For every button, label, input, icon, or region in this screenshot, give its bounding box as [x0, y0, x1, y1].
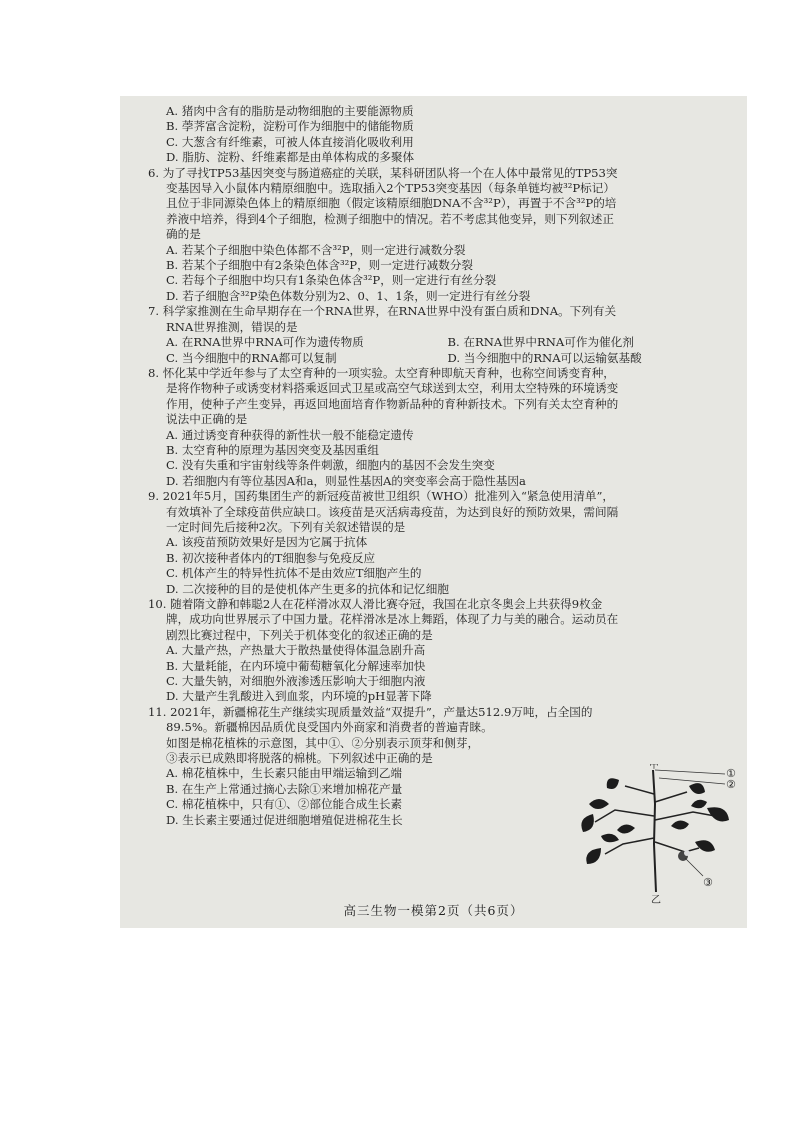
q9-option-b: B. 初次接种者体内的T细胞参与免疫反应 [166, 550, 376, 565]
q7-options-row [148, 351, 729, 366]
q9-stem-line: 9. 2021年5月，国药集团生产的新冠疫苗被世卫组织（WHO）批准列入“紧急使用清单”， [148, 489, 615, 504]
q11-stem-line: ③表示已成熟即将脱落的棉桃。下列叙述中正确的是 [166, 751, 433, 766]
q7-option-c: C. 当今细胞中的RNA都可以复制 [166, 350, 337, 365]
question-9 [148, 489, 729, 597]
q9-option-d: D. 二次接种的目的是使机体产生更多的抗体和记忆细胞 [166, 581, 449, 596]
q11-option-c: C. 棉花植株中，只有①、②部位能合成生长素 [166, 797, 403, 812]
q10-option-a: A. 大量产热，产热量大于散热量使得体温急剧升高 [166, 643, 426, 658]
q9-stem-line: 一定时间先后接种2次。下列有关叙述错误的是 [166, 519, 406, 534]
question-10 [148, 597, 729, 705]
q5-option-a: A. 猪肉中含有的脂肪是动物细胞的主要能源物质 [166, 104, 414, 118]
q5-option-d: D. 脂肪、淀粉、纤维素都是由单体构成的多聚体 [166, 150, 415, 165]
exam-page [120, 96, 747, 928]
q10-option-c: C. 大量失钠，对细胞外液渗透压影响大于细胞内液 [166, 674, 426, 689]
q6-stem-line: 养液中培养，得到4个子细胞，检测子细胞中的情况。若不考虑其他变异，则下列叙述正 [166, 211, 614, 226]
label-mark-1: ① [726, 767, 736, 780]
q6-stem-line: 且位于非同源染色体上的精原细胞（假定该精原细胞DNA不含³²P），再置于不含³²P的培 [166, 196, 617, 211]
q11-stem-line: 11. 2021年，新疆棉花生产继续实现质量效益“双提升”，产量达512.9万吨，占全国的 [148, 704, 593, 719]
q10-option-d: D. 大量产生乳酸进入到血浆，内环境的pH显著下降 [166, 689, 432, 704]
label-top: 甲 [649, 764, 659, 771]
q6-stem-line: 确的是 [166, 227, 201, 242]
q10-option-b: B. 大量耗能，在内环境中葡萄糖氧化分解速率加快 [166, 658, 426, 673]
q6-option-b: B. 若某个子细胞中有2条染色体含³²P，则一定进行减数分裂 [166, 258, 474, 273]
label-mark-3: ③ [703, 876, 713, 889]
q11-option-d: D. 生长素主要通过促进细胞增殖促进棉花生长 [166, 812, 403, 827]
q6-option-c: C. 若每个子细胞中均只有1条染色体含³²P，则一定进行有丝分裂 [166, 273, 497, 288]
q11-stem-line: 89.5%。新疆棉因品质优良受国内外商家和消费者的普遍青睐。 [166, 720, 493, 735]
q11-option-a: A. 棉花植株中，生长素只能由甲端运输到乙端 [166, 766, 403, 781]
page-footer: 高三生物一模第2页（共6页） [343, 902, 524, 918]
q10-stem-line: 剧烈比赛过程中，下列关于机体变化的叙述正确的是 [166, 627, 433, 642]
q7-stem-line: RNA世界推测，错误的是 [166, 319, 298, 334]
q10-stem-line: 牌，成功向世界展示了中国力量。花样滑冰是冰上舞蹈，体现了力与美的融合。运动员在 [166, 612, 619, 627]
q5-option-b: B. 荸荠富含淀粉，淀粉可作为细胞中的储能物质 [166, 119, 414, 134]
q8-stem-line: 作用，使种子产生变异，再返回地面培育作物新品种的育种新技术。下列有关太空育种的 [166, 396, 619, 411]
question-6 [148, 166, 729, 305]
q6-stem-line: 变基因导入小鼠体内精原细胞中。选取插入2个TP53突变基因（每条单链均被³²P标记） [166, 181, 615, 196]
q8-stem-line: 是将作物种子或诱变材料搭乘返回式卫星或高空气球送到太空，利用太空特殊的环境诱变 [166, 381, 619, 396]
q8-stem-line: 8. 怀化某中学近年参与了太空育种的一项实验。太空育种即航天育种，也称空间诱变育种， [148, 365, 615, 380]
q7-option-b: B. 在RNA世界中RNA可作为催化剂 [447, 335, 634, 350]
q8-stem-line: 说法中正确的是 [166, 412, 248, 427]
q9-option-a: A. 该疫苗预防效果好是因为它属于抗体 [166, 535, 368, 550]
label-bottom: 乙 [651, 895, 661, 904]
q8-option-c: C. 没有失重和宇宙射线等条件刺激，细胞内的基因不会发生突变 [166, 458, 495, 473]
question-5-options [148, 104, 729, 166]
q7-options-row [148, 335, 729, 350]
question-8 [148, 366, 729, 489]
q9-option-c: C. 机体产生的特异性抗体不是由效应T细胞产生的 [166, 566, 422, 581]
q5-option-c: C. 大葱含有纤维素，可被人体直接消化吸收利用 [166, 134, 414, 149]
q10-stem-line: 10. 随着隋文静和韩聪2人在花样滑冰双人滑比赛夺冠，我国在北京冬奥会上共获得9枚金 [148, 597, 603, 611]
q11-option-b: B. 在生产上常通过摘心去除①来增加棉花产量 [166, 781, 403, 796]
q6-stem-line: 6. 为了寻找TP53基因突变与肠道癌症的关联，某科研团队将一个在人体中最常见的TP53突 [148, 165, 618, 180]
q8-option-d: D. 若细胞内有等位基因A和a，则显性基因A的突变率会高于隐性基因a [166, 473, 526, 488]
question-7 [148, 304, 729, 366]
cotton-plant-illustration [575, 764, 745, 904]
q9-stem-line: 有效填补了全球疫苗供应缺口。该疫苗是灭活病毒疫苗，为达到良好的预防效果，需间隔 [166, 504, 619, 519]
q8-option-b: B. 太空育种的原理为基因突变及基因重组 [166, 442, 379, 457]
q7-option-d: D. 当今细胞中的RNA可以运输氨基酸 [447, 350, 642, 365]
q7-option-a: A. 在RNA世界中RNA可作为遗传物质 [166, 335, 364, 350]
q7-stem-line: 7. 科学家推测在生命早期存在一个RNA世界，在RNA世界中没有蛋白质和DNA。下列有关 [148, 304, 617, 319]
q6-option-d: D. 若子细胞含³²P染色体数分别为2、0、1、1条，则一定进行有丝分裂 [166, 288, 531, 303]
cotton-plant-figure [575, 764, 745, 904]
q6-option-a: A. 若某个子细胞中染色体都不含³²P，则一定进行减数分裂 [166, 242, 466, 257]
label-mark-2: ② [726, 778, 736, 791]
q8-option-a: A. 通过诱变育种获得的新性状一般不能稳定遗传 [166, 427, 414, 442]
q11-stem-line: 如图是棉花植株的示意图，其中①、②分别表示顶芽和侧芽， [166, 735, 480, 750]
